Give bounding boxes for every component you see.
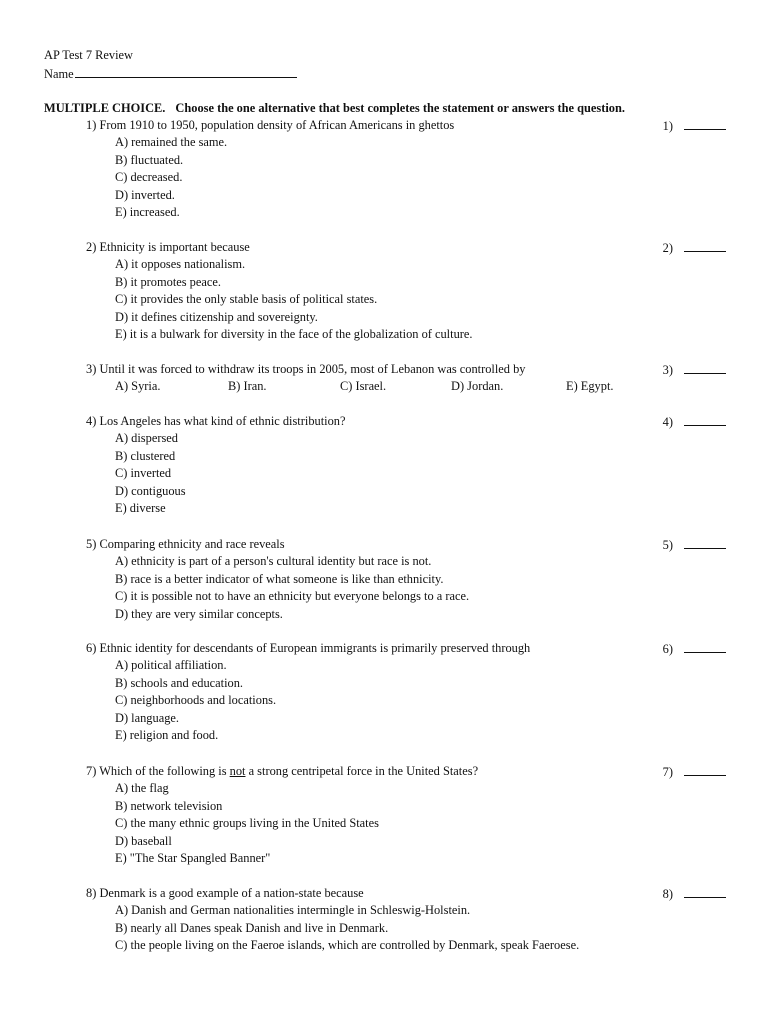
choice[interactable]: A) remained the same. [115,135,228,150]
question-text: 7) Which of the following is not a strong centripetal force in the United States? [86,764,479,778]
choice[interactable]: B) network television [115,798,223,813]
choice-list [115,657,726,744]
choice[interactable]: B) fluctuated. [115,152,184,167]
answer-slot: 2) [663,239,726,257]
choice[interactable]: B) clustered [115,448,176,463]
name-row [44,65,297,83]
answer-slot: 4) [663,413,726,431]
answer-slot: 5) [663,536,726,554]
choice[interactable]: C) it is possible not to have an ethnicity but everyone belongs to a race. [115,589,470,604]
question-6 [86,640,726,744]
choice[interactable]: C) neighborhoods and locations. [115,693,277,708]
choice-list [115,378,726,395]
choice[interactable]: A) the flag [115,781,169,796]
choice[interactable]: B) nearly all Danes speak Danish and live in Denmark. [115,920,389,935]
choice[interactable]: E) it is a bulwark for diversity in the face of the globalization of culture. [115,327,473,342]
answer-blank[interactable] [684,117,726,130]
choice[interactable]: B) race is a better indicator of what someone is like than ethnicity. [115,571,444,586]
section-label: MULTIPLE CHOICE. [44,101,166,115]
choice-list [115,134,726,221]
choice[interactable]: E) Egypt. [566,379,614,394]
emphasis-not: not [229,764,246,778]
question-4 [86,413,726,517]
question-text: 2) Ethnicity is important because [86,240,250,254]
question-text: 6) Ethnic identity for descendants of European immigrants is primarily preserved through [86,641,531,655]
answer-blank[interactable] [684,885,726,898]
answer-slot: 8) [663,885,726,903]
question-text: 8) Denmark is a good example of a nation-state because [86,886,364,900]
choice-list [115,902,726,954]
choice[interactable]: E) increased. [115,205,180,220]
question-3 [86,361,726,396]
choice[interactable]: D) it defines citizenship and sovereignty. [115,309,318,324]
choice[interactable]: C) Israel. [340,379,387,394]
choice[interactable]: C) decreased. [115,170,183,185]
answer-blank[interactable] [684,536,726,549]
choice[interactable]: C) inverted [115,466,172,481]
answer-blank[interactable] [684,640,726,653]
choice[interactable]: C) the many ethnic groups living in the United States [115,816,379,831]
choice[interactable]: D) Jordan. [451,379,504,394]
instructions [44,100,625,117]
choice[interactable]: D) inverted. [115,187,175,202]
question-text: 5) Comparing ethnicity and race reveals [86,537,285,551]
choice-list [115,780,726,867]
choice[interactable]: E) "The Star Spangled Banner" [115,851,271,866]
choice[interactable]: D) contiguous [115,483,186,498]
choice[interactable]: D) they are very similar concepts. [115,606,283,621]
choice[interactable]: B) schools and education. [115,675,244,690]
choice-list [115,256,726,343]
instructions-text: Choose the one alternative that best completes the statement or answers the question. [175,101,625,115]
choice[interactable]: A) political affiliation. [115,658,227,673]
choice[interactable]: B) it promotes peace. [115,274,221,289]
choice[interactable]: D) baseball [115,833,172,848]
choice[interactable]: E) religion and food. [115,728,219,743]
answer-slot: 7) [663,763,726,781]
answer-slot: 3) [663,361,726,379]
question-text: 3) Until it was forced to withdraw its troops in 2005, most of Lebanon was controlled by [86,362,526,376]
answer-slot: 1) [663,117,726,135]
choice[interactable]: C) the people living on the Faeroe islands, which are controlled by Denmark, speak Faeroese. [115,938,580,953]
answer-slot: 6) [663,640,726,658]
question-5 [86,536,726,623]
choice[interactable]: E) diverse [115,501,166,516]
name-label: Name [44,67,74,81]
test-title: AP Test 7 Review [44,48,133,62]
choice-list [115,430,726,517]
choice[interactable]: D) language. [115,710,179,725]
choice[interactable]: A) it opposes nationalism. [115,257,246,272]
choice[interactable]: A) Danish and German nationalities intermingle in Schleswig-Holstein. [115,903,471,918]
choice[interactable]: C) it provides the only stable basis of political states. [115,292,378,307]
choice[interactable]: A) dispersed [115,431,178,446]
answer-blank[interactable] [684,763,726,776]
name-field[interactable] [75,65,297,78]
question-8 [86,885,726,955]
choice[interactable]: B) Iran. [228,379,267,394]
question-1 [86,117,726,221]
question-2 [86,239,726,343]
answer-blank[interactable] [684,361,726,374]
answer-blank[interactable] [684,413,726,426]
choice-list [115,553,726,623]
question-7 [86,763,726,867]
choice[interactable]: A) ethnicity is part of a person's cultural identity but race is not. [115,554,432,569]
question-text: 1) From 1910 to 1950, population density of African Americans in ghettos [86,118,455,132]
answer-blank[interactable] [684,239,726,252]
question-text: 4) Los Angeles has what kind of ethnic distribution? [86,414,346,428]
choice[interactable]: A) Syria. [115,379,161,394]
